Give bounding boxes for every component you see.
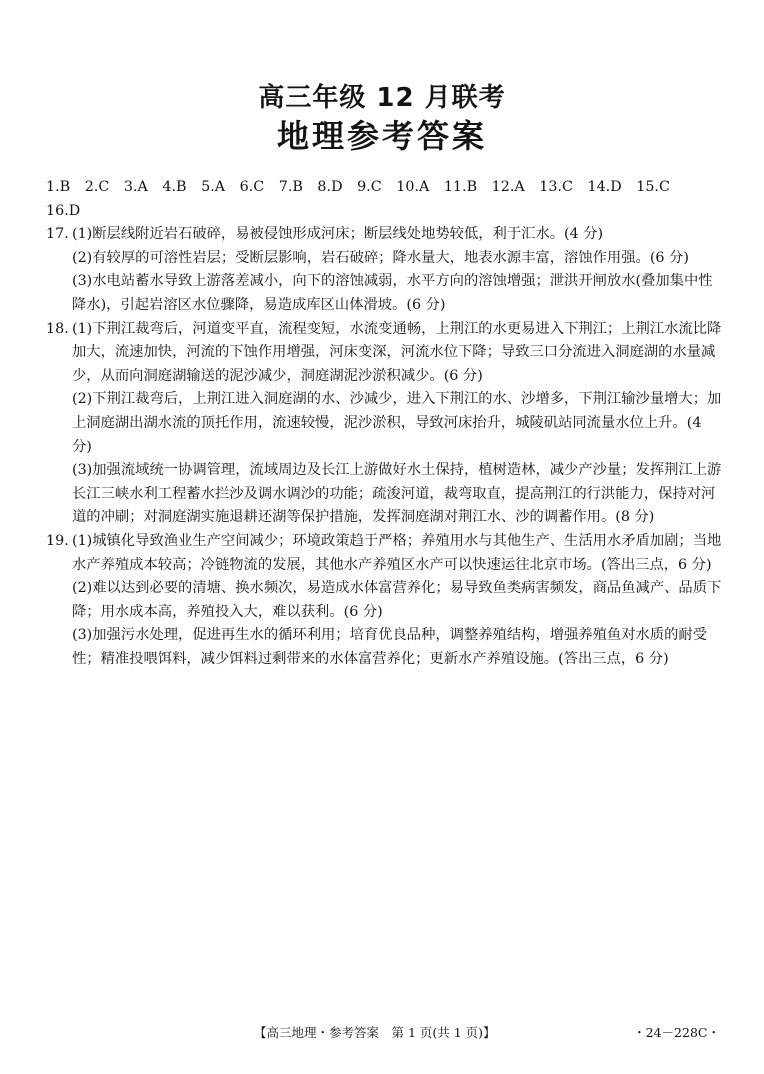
footer-code: ・24－228C・ [633, 1025, 720, 1040]
choice-answer: 13.C [539, 179, 573, 195]
footer-page-info: 【高三地理・参考答案 第 1 页(共 1 页)】 [254, 1025, 496, 1040]
question-19 [46, 530, 722, 672]
choice-answer: 14.D [587, 179, 622, 195]
answer-part: (3)水电站蓄水导致上游落差减小，向下的溶蚀减弱，水平方向的溶蚀增强；泄洪开闸放水(叠加集中性降水)，引起岩溶区水位骤降，易造成库区山体滑坡。(6 分) [72, 273, 713, 313]
choice-answer: 12.A [491, 179, 525, 195]
choice-answer: 11.B [443, 179, 478, 195]
question-number: 17. [46, 226, 69, 243]
answer-part: (2)下荆江裁弯后，上荆江进入洞庭湖的水、沙减少，进入下荆江的水、沙增多，下荆江输沙量增大；加上洞庭湖出湖水流的顶托作用，流速较慢，泥沙淤积，导致河床抬升，城陵矶站同流量水位上升。(4 分) [72, 391, 722, 455]
question-number: 18. [46, 320, 69, 337]
question-number: 19. [46, 532, 69, 549]
choice-answer: 7.B [278, 179, 303, 195]
answer-part: (2)有较厚的可溶性岩层；受断层影响，岩石破碎；降水量大，地表水源丰富，溶蚀作用强。(6 分) [72, 249, 689, 266]
choice-answer: 4.B [162, 179, 187, 195]
choice-answer: 15.C [636, 179, 670, 195]
answer-part: (3)加强污水处理，促进再生水的循环利用；培育优良品种，调整养殖结构，增强养殖鱼对水质的耐受性；精准投喂饵料，减少饵料过剩带来的水体富营养化；更新水产养殖设施。(答出三点，6 分) [72, 627, 708, 667]
choice-answer: 8.D [317, 179, 343, 195]
choice-answer: 3.A [123, 179, 148, 195]
answer-part: (2)难以达到必要的清塘、换水频次，易造成水体富营养化；易导致鱼类病害频发，商品鱼减产、品质下降；用水成本高，养殖投入大，难以获利。(6 分) [72, 580, 722, 620]
answer-content [46, 176, 722, 671]
choice-answer: 16.D [46, 202, 81, 219]
free-response-answers [46, 223, 722, 671]
page-footer [0, 1023, 764, 1043]
document-title: 地理参考答案 [276, 117, 487, 155]
choice-answer: 10.A [396, 179, 430, 195]
answer-part: (1)断层线附近岩石破碎，易被侵蚀形成河床；断层线处地势较低，利于汇水。(4 分) [72, 226, 604, 243]
question-17 [46, 223, 722, 317]
choice-answer: 1.B [46, 179, 71, 195]
choice-answer: 5.A [201, 179, 226, 195]
question-18 [46, 318, 722, 530]
answer-part: (1)下荆江裁弯后，河道变平直，流程变短，水流变通畅，上荆江的水更易进入下荆江；上荆江水流比降加大，流速加快，河流的下蚀作用增强，河床变深，河流水位下降；导致三口分流进入洞庭湖的水量减少，从而向洞庭湖输送的泥沙减少，洞庭湖泥沙淤积减少。(6 分) [72, 320, 722, 384]
choice-answer: 2.C [84, 179, 110, 195]
choice-answer: 6.C [239, 179, 265, 195]
multiple-choice-answers [46, 176, 722, 223]
exam-title: 高三年级 12 月联考 [258, 83, 506, 113]
answer-part: (3)加强流域统一协调管理，流域周边及长江上游做好水土保持，植树造林，减少产沙量；发挥荆江上游长江三峡水利工程蓄水拦沙及调水调沙的功能；疏浚河道，裁弯取直，提高荆江的行洪能力，保持对河道的冲刷；对洞庭湖实施退耕还湖等保护措施，发挥洞庭湖对荆江水、沙的调蓄作用。(8 分) [72, 462, 722, 526]
answer-part: (1)城镇化导致渔业生产空间减少；环境政策趋于严格；养殖用水与其他生产、生活用水矛盾加剧；当地水产养殖成本较高；冷链物流的发展，其他水产养殖区水产可以快速运往北京市场。(答出三点，6 分) [72, 532, 722, 573]
choice-answer: 9.C [357, 179, 382, 195]
